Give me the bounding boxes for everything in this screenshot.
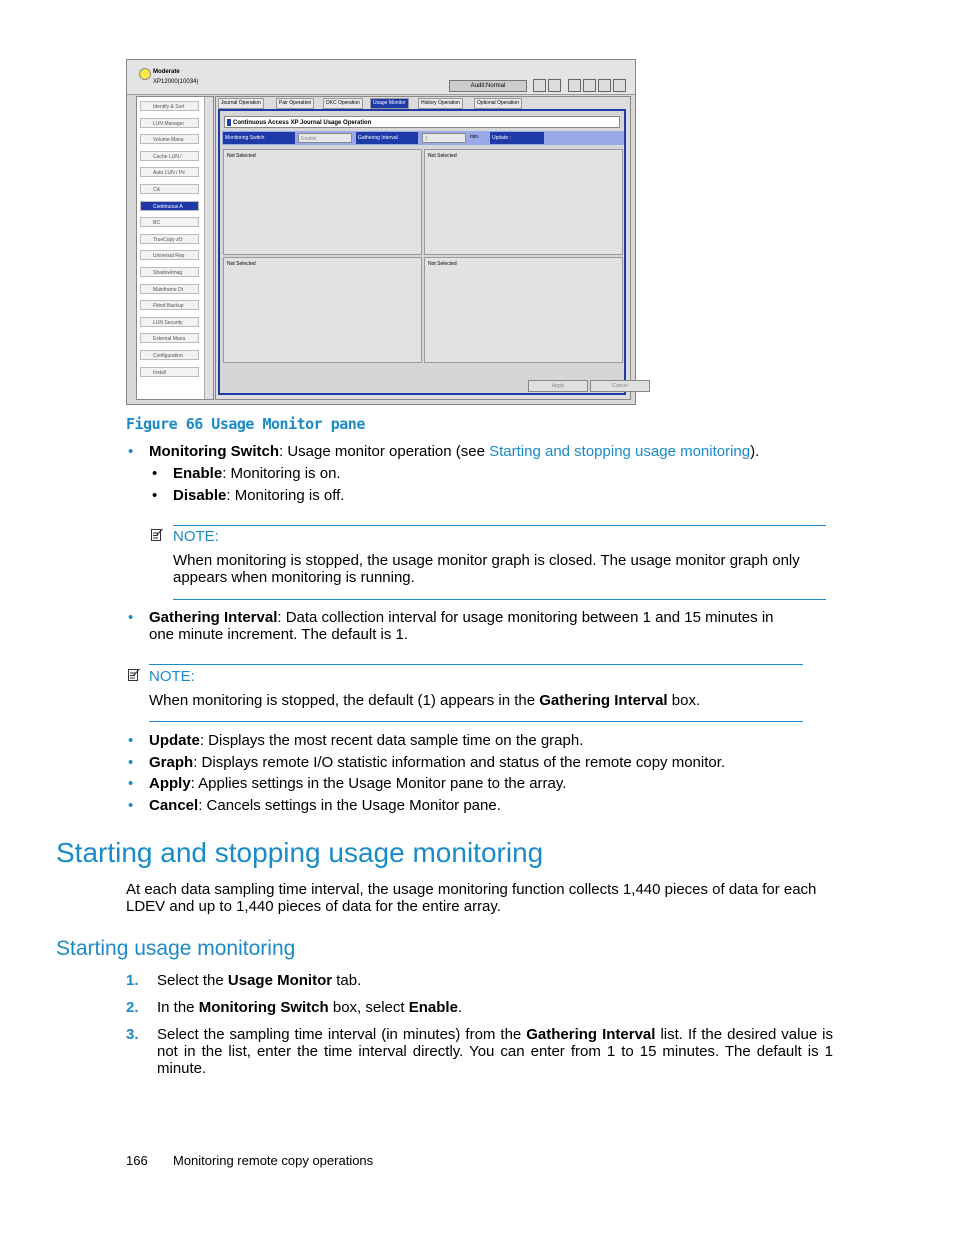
main-pane [215, 96, 631, 400]
left-nav-item[interactable]: LUN Security [140, 317, 199, 327]
item-term: Monitoring Switch [149, 443, 279, 460]
graph-area[interactable]: Not Selected [223, 149, 422, 255]
page-number: 166 [126, 1153, 148, 1168]
tab[interactable]: Pair Operation [276, 98, 314, 109]
item-text: : Cancels settings in the Usage Monitor pane. [198, 797, 501, 814]
list-item [149, 754, 725, 771]
note-text: When monitoring is stopped, the usage monitor graph is closed. The usage monitor graph only appears when monitoring is running. [173, 552, 800, 586]
bullet-marker: • [128, 775, 134, 792]
item-term: Gathering Interval [539, 692, 668, 709]
note-text-part: When monitoring is stopped, the default (1) appears in the [149, 692, 540, 709]
graph-area[interactable]: Not Selected [424, 149, 623, 255]
left-nav-item[interactable]: ShadowImag [140, 267, 199, 277]
item-text: : Usage monitor operation (see [278, 443, 490, 460]
left-navigation [136, 96, 214, 400]
sub-list-item [173, 465, 341, 482]
left-nav-item[interactable]: External Mana [140, 333, 199, 343]
section-heading: Starting and stopping usage monitoring [56, 837, 544, 868]
step-text: Select the Usage Monitor tab. [157, 972, 362, 989]
item-text: : Displays the most recent data sample time on the graph. [199, 732, 584, 749]
step-number: 1. [126, 972, 139, 989]
step-number: 2. [126, 999, 139, 1016]
item-term: Cancel [149, 797, 199, 814]
usage-monitor-screenshot [126, 59, 636, 405]
sub-list-item [173, 487, 344, 504]
left-nav-item[interactable]: TrueCopy zO [140, 234, 199, 244]
gathering-interval-label: Gathering Interval [356, 132, 418, 144]
tab[interactable]: DKC Operation [323, 98, 363, 109]
step-text: In the Monitoring Switch box, select Enable. [157, 999, 463, 1016]
left-nav-item[interactable]: BC [140, 217, 199, 227]
minutes-label: min. [470, 134, 480, 140]
left-nav-item[interactable]: LUN Manager [140, 118, 199, 128]
left-nav-item[interactable]: Volume Mana [140, 134, 199, 144]
panel-title: Continuous Access XP Journal Usage Operation [224, 116, 620, 128]
graph-area[interactable]: Not Selected [424, 257, 623, 363]
left-nav-item[interactable]: Mainframe Dt [140, 284, 199, 294]
control-row [222, 131, 624, 145]
note-label: NOTE: [149, 668, 195, 685]
usage-monitor-panel [218, 109, 626, 395]
left-nav-item[interactable]: Identify & Sort [140, 101, 199, 111]
subsection-heading: Starting usage monitoring [56, 937, 296, 960]
bullet-marker: • [128, 609, 134, 626]
bullet-marker: • [128, 443, 134, 460]
toolbar-icon[interactable] [598, 79, 611, 92]
gathering-interval-select[interactable]: 1 [422, 133, 466, 143]
status-text: Moderate [153, 69, 180, 75]
audit-mode-button[interactable]: Audit:Normal [449, 80, 527, 92]
item-term: Update [149, 732, 200, 749]
graph-area[interactable]: Not Selected [223, 257, 422, 363]
tab[interactable]: Journal Operation [218, 98, 264, 109]
cross-reference-link[interactable]: Starting and stopping usage monitoring [489, 443, 751, 460]
note-text-part: box. [667, 692, 701, 709]
left-nav-item[interactable]: Fitted Backup [140, 300, 199, 310]
toolbar-icon[interactable] [583, 79, 596, 92]
item-text: : Monitoring is off. [226, 487, 345, 504]
note-icon [151, 528, 163, 541]
monitoring-switch-label: Monitoring Switch [223, 132, 295, 144]
item-term: Disable [173, 487, 227, 504]
monitoring-switch-select[interactable]: Enable [298, 133, 352, 143]
item-text: : Applies settings in the Usage Monitor pane to the array. [190, 775, 567, 792]
list-item [149, 443, 839, 460]
figure-caption: Figure 66 Usage Monitor pane [126, 415, 365, 433]
left-nav-item[interactable]: Install [140, 367, 199, 377]
note-bottom-rule [173, 599, 826, 600]
left-nav-item[interactable]: Auto LUN / Pe [140, 167, 199, 177]
toolbar-icon[interactable] [533, 79, 546, 92]
list-item [149, 732, 583, 749]
step-text: Select the sampling time interval (in minutes) from the Gathering Interval list. If the desired value is not in the list, enter the time interval directly. You can enter from 1 to 15 minutes. The default is 1 minute. [157, 1026, 833, 1077]
left-scrollbar[interactable] [204, 97, 213, 399]
toolbar-icon[interactable] [613, 79, 626, 92]
tab[interactable]: History Operation [418, 98, 463, 109]
bullet-marker: • [128, 732, 134, 749]
status-indicator-icon [139, 68, 151, 80]
list-item [149, 775, 566, 792]
item-text: ). [750, 443, 760, 460]
cancel-button[interactable]: Cancel [590, 380, 650, 392]
device-name: XP12000(10034) [153, 79, 199, 85]
step-number: 3. [126, 1026, 139, 1043]
item-text: : Displays remote I/O statistic information and status of the remote copy monitor. [193, 754, 726, 771]
bullet-marker: • [128, 754, 134, 771]
list-item [149, 797, 501, 814]
update-label: Update : [490, 132, 544, 144]
item-term: Apply [149, 775, 191, 792]
note-icon [128, 668, 140, 681]
toolbar-icon[interactable] [548, 79, 561, 92]
tab[interactable]: Optional Operation [474, 98, 522, 109]
item-term: Enable [173, 465, 223, 482]
note-top-rule [149, 664, 803, 665]
toolbar-icon[interactable] [568, 79, 581, 92]
item-text: : Data collection interval for usage monitoring between 1 and 15 minutes in one minute increment. The default is 1. [149, 609, 774, 643]
left-nav-item[interactable]: Universal Rep [140, 250, 199, 260]
note-bottom-rule [149, 721, 803, 722]
item-text: : Monitoring is on. [222, 465, 341, 482]
note-label: NOTE: [173, 528, 219, 545]
bullet-marker: • [128, 797, 134, 814]
list-item [149, 609, 799, 643]
note-top-rule [173, 525, 826, 526]
left-nav-item[interactable]: Configuration [140, 350, 199, 360]
item-term: Gathering Interval [149, 609, 278, 626]
sub-bullet-marker: • [152, 487, 158, 504]
left-nav-item[interactable]: Cache LUN / [140, 151, 199, 161]
left-nav-item[interactable]: CA [140, 184, 199, 194]
left-nav-item[interactable]: Continuous A [140, 201, 199, 211]
note-text [149, 692, 799, 709]
footer-title: Monitoring remote copy operations [173, 1153, 374, 1168]
tab[interactable]: Usage Monitor [370, 98, 409, 109]
apply-button[interactable]: Apply [528, 380, 588, 392]
section-body: At each data sampling time interval, the usage monitoring function collects 1,440 pieces of data for each LDEV and up to 1,440 pieces of data for the entire array. [126, 881, 817, 915]
sub-bullet-marker: • [152, 465, 158, 482]
item-term: Graph [149, 754, 194, 771]
app-status-bar [127, 60, 635, 95]
